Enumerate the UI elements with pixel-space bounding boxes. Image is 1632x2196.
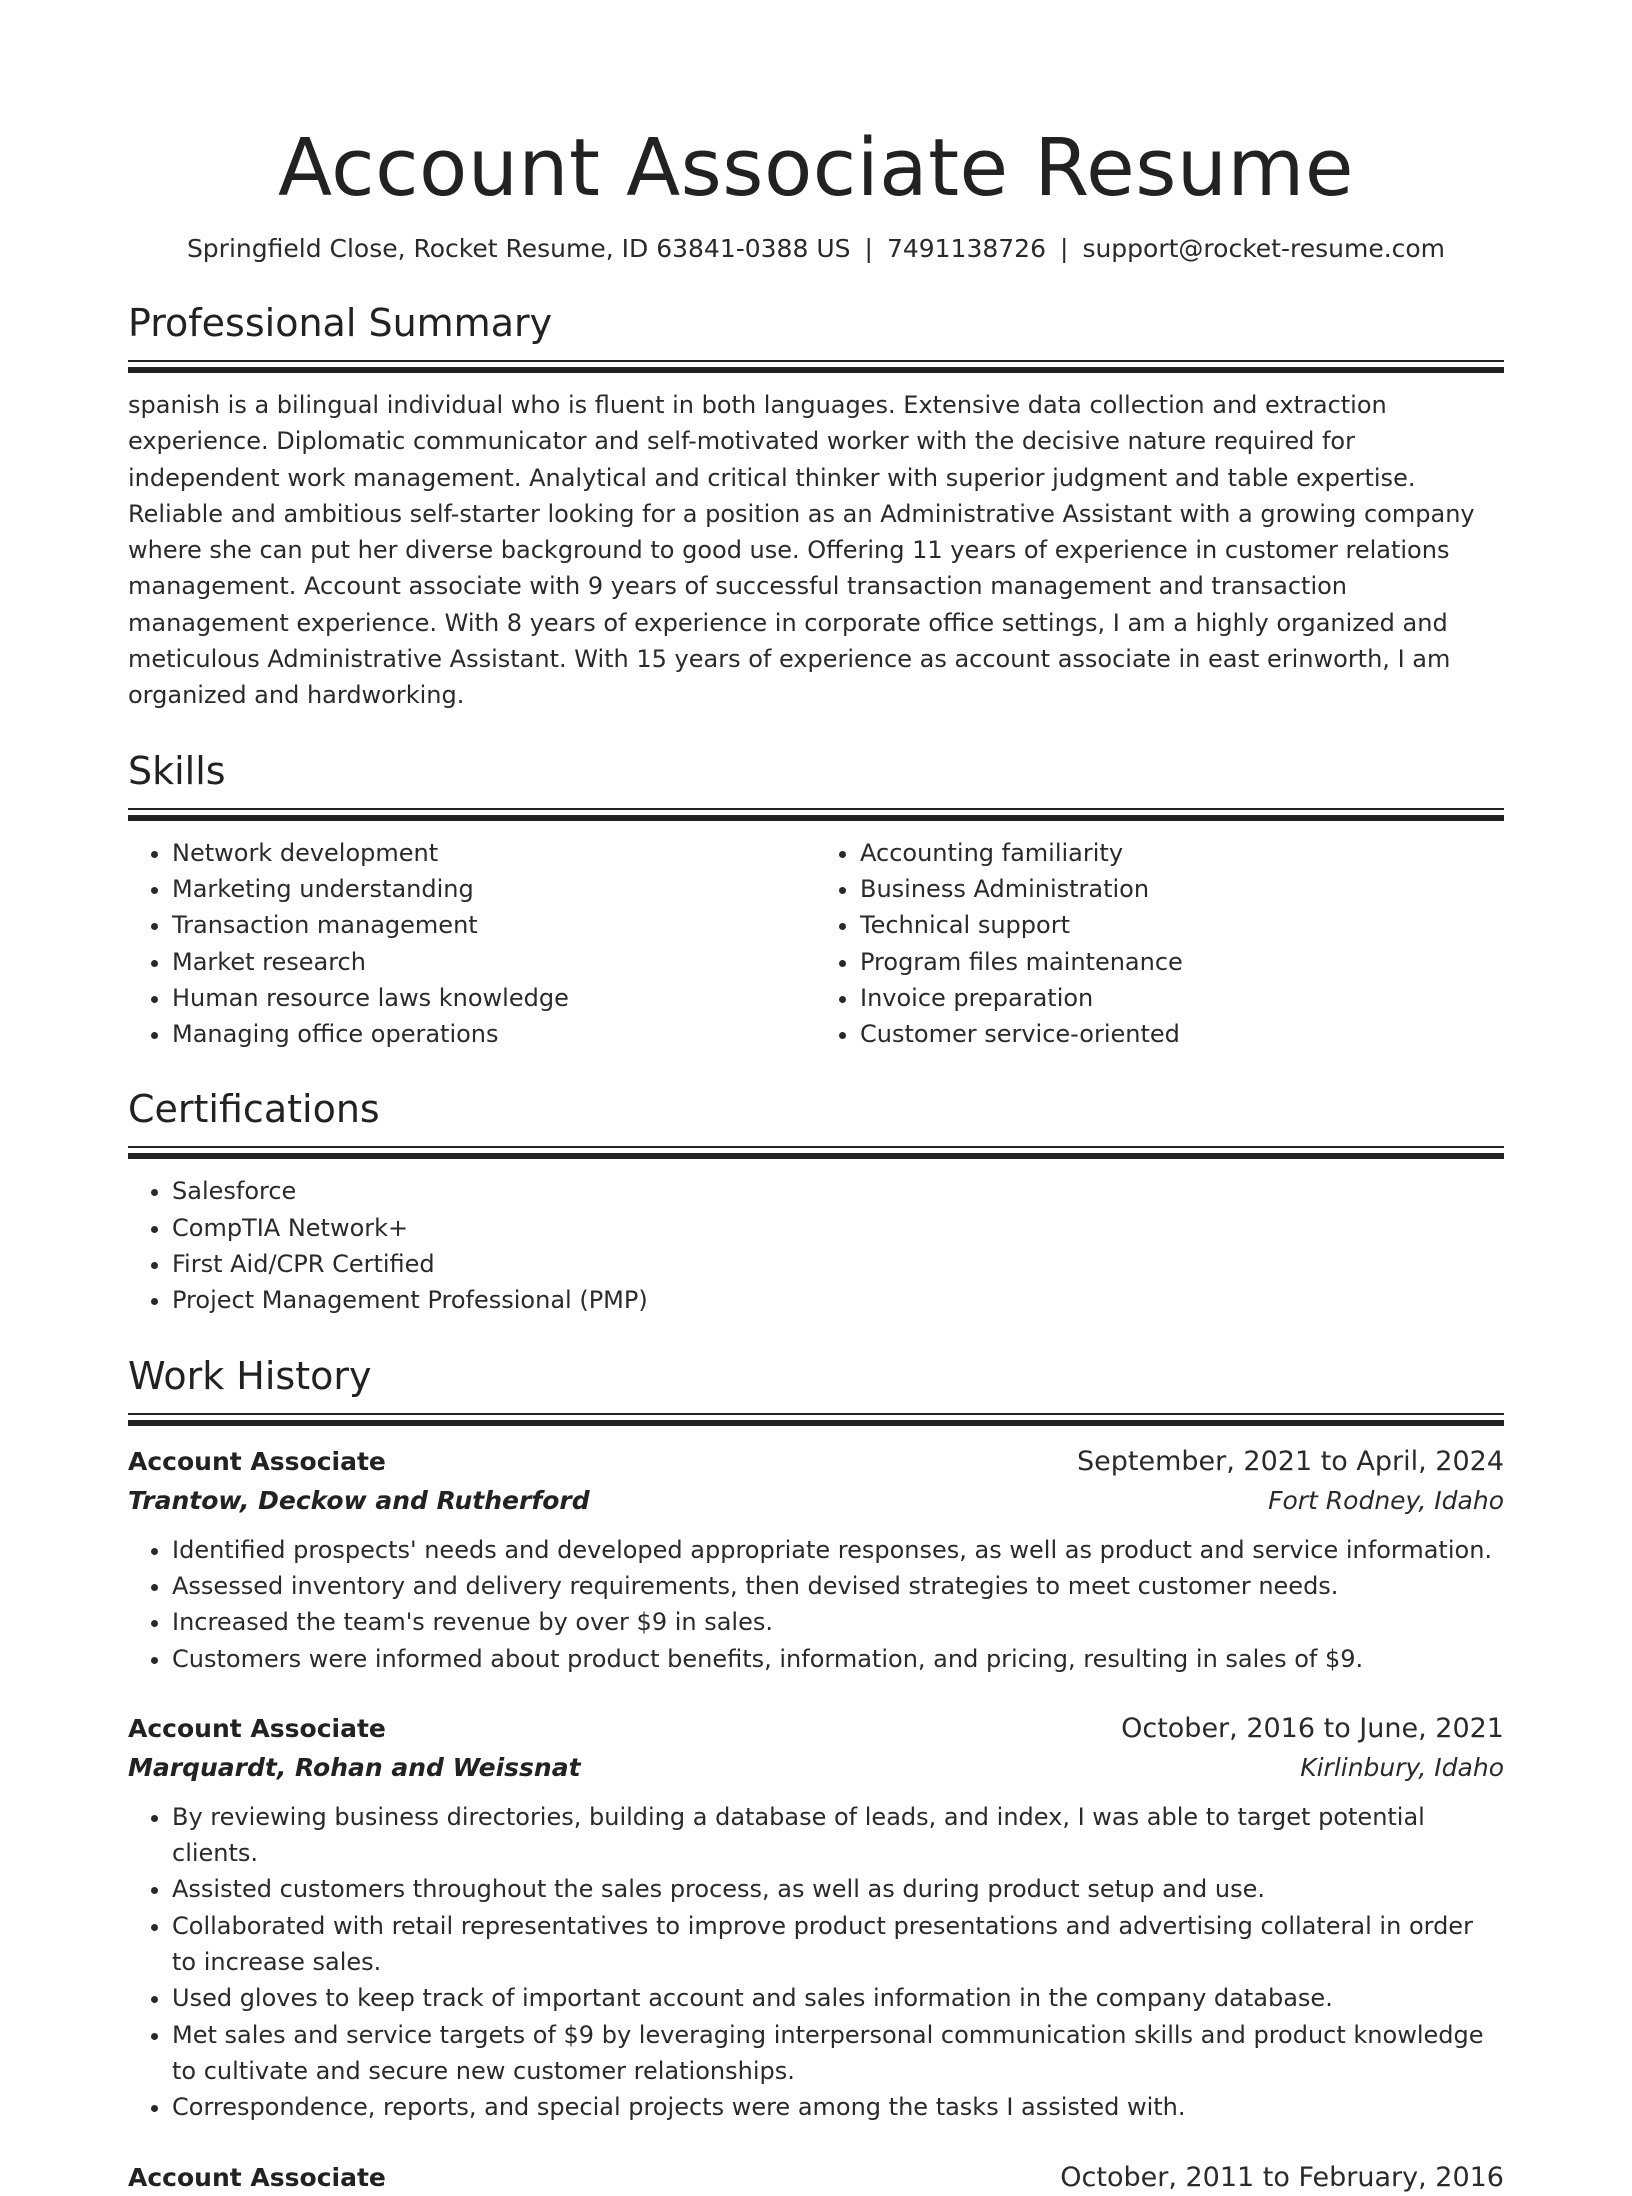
job-bullet: • Customers were informed about product benefits, information, and pricing, resulting in sales of $9.: [172, 1641, 1504, 1677]
job-company: Marquardt, Rohan and Weissnat: [128, 1752, 581, 1782]
section-heading-certifications: Certifications: [128, 1087, 380, 1132]
skill-item: • Marketing understanding: [172, 871, 816, 907]
job-title: Account Associate: [128, 1446, 386, 1476]
contact-email: support@rocket-resume.com: [1082, 234, 1446, 263]
summary-section: [128, 300, 1504, 714]
job-bullet: • Correspondence, reports, and special projects were among the tasks I assisted with.: [172, 2089, 1504, 2125]
skills-list-left: [128, 835, 816, 1053]
job-bullet: • Met sales and service targets of $9 by leveraging interpersonal communication skills and product knowledge to cultivate and secure new customer relationships.: [172, 2017, 1504, 2090]
contact-line: [128, 232, 1504, 266]
job-bullets: [128, 1799, 1504, 2126]
skill-item: • Market research: [172, 944, 816, 980]
job-bullet: • Collaborated with retail representatives to improve product presentations and advertising collateral in order to increase sales.: [172, 1908, 1504, 1981]
resume-title: Account Associate Resume: [278, 122, 1354, 214]
contact-phone: 7491138726: [886, 234, 1046, 263]
job-entry: [128, 1444, 1504, 1677]
skill-item: • Accounting familiarity: [860, 835, 1504, 871]
section-heading-work-history: Work History: [128, 1353, 372, 1398]
job-bullet: • Increased the team's revenue by over $9 in sales.: [172, 1604, 1504, 1640]
work-history-section: [128, 1353, 1504, 2196]
job-dates: October, 2016 to June, 2021: [1121, 1712, 1504, 1744]
job-company: Trantow, Deckow and Rutherford: [128, 1485, 590, 1515]
skills-section: [128, 748, 1504, 1053]
certification-item: • Project Management Professional (PMP): [172, 1282, 1504, 1318]
contact-separator: |: [1060, 234, 1069, 263]
section-divider: [128, 1146, 1504, 1159]
skills-grid: [128, 835, 1504, 1053]
certifications-section: [128, 1086, 1504, 1318]
job-dates: September, 2021 to April, 2024: [1077, 1445, 1504, 1477]
section-divider: [128, 360, 1504, 373]
skill-item: • Program files maintenance: [860, 944, 1504, 980]
summary-text: spanish is a bilingual individual who is fluent in both languages. Extensive data collection and extraction experience. Diplomatic communicator and self-motivated worker with the decisive nature required for independent work management. Analytical and critical thinker with superior judgment and table expertise. Reliable and ambitious self-starter looking for a position as an Administrative Assistant with a growing company where she can put her diverse background to good use. Offering 11 years of experience in customer relations management. Account associate with 9 years of successful transaction management and transaction management experience. With 8 years of experience in corporate office settings, I am a highly organized and meticulous Administrative Assistant. With 15 years of experience as account associate in east erinworth, I am organized and hardworking.: [128, 391, 1475, 710]
job-title: Account Associate: [128, 2162, 386, 2192]
skill-item: • Managing office operations: [172, 1016, 816, 1052]
section-divider: [128, 1413, 1504, 1426]
job-bullet: • Assisted customers throughout the sales process, as well as during product setup and use.: [172, 1871, 1504, 1907]
contact-separator: |: [864, 234, 873, 263]
skill-item: • Invoice preparation: [860, 980, 1504, 1016]
skill-item: • Customer service-oriented: [860, 1016, 1504, 1052]
job-title: Account Associate: [128, 1713, 386, 1743]
job-location: Kirlinbury, Idaho: [1300, 1752, 1504, 1782]
resume-page: [128, 0, 1504, 2196]
job-location: Fort Rodney, Idaho: [1268, 1485, 1504, 1515]
contact-address: Springfield Close, Rocket Resume, ID 63841-0388 US: [186, 234, 851, 263]
job-entry: [128, 1711, 1504, 2126]
job-bullets: [128, 1532, 1504, 1677]
skill-item: • Transaction management: [172, 907, 816, 943]
job-bullet: • Assessed inventory and delivery requirements, then devised strategies to meet customer needs.: [172, 1568, 1504, 1604]
certification-item: • First Aid/CPR Certified: [172, 1246, 1504, 1282]
certifications-list: [128, 1173, 1504, 1318]
section-heading-skills: Skills: [128, 748, 226, 793]
skill-item: • Technical support: [860, 907, 1504, 943]
section-divider: [128, 808, 1504, 821]
job-bullet: • Used gloves to keep track of important account and sales information in the company database.: [172, 1980, 1504, 2016]
job-entry: [128, 2160, 1504, 2196]
job-bullet: • By reviewing business directories, building a database of leads, and index, I was able to target potential clients.: [172, 1799, 1504, 1872]
skill-item: • Business Administration: [860, 871, 1504, 907]
job-bullet: • Identified prospects' needs and developed appropriate responses, as well as product and service information.: [172, 1532, 1504, 1568]
skills-list-right: [816, 835, 1504, 1053]
job-dates: October, 2011 to February, 2016: [1060, 2161, 1504, 2193]
certification-item: • Salesforce: [172, 1173, 1504, 1209]
section-heading-summary: Professional Summary: [128, 301, 553, 345]
skill-item: • Network development: [172, 835, 816, 871]
skill-item: • Human resource laws knowledge: [172, 980, 816, 1016]
certification-item: • CompTIA Network+: [172, 1210, 1504, 1246]
